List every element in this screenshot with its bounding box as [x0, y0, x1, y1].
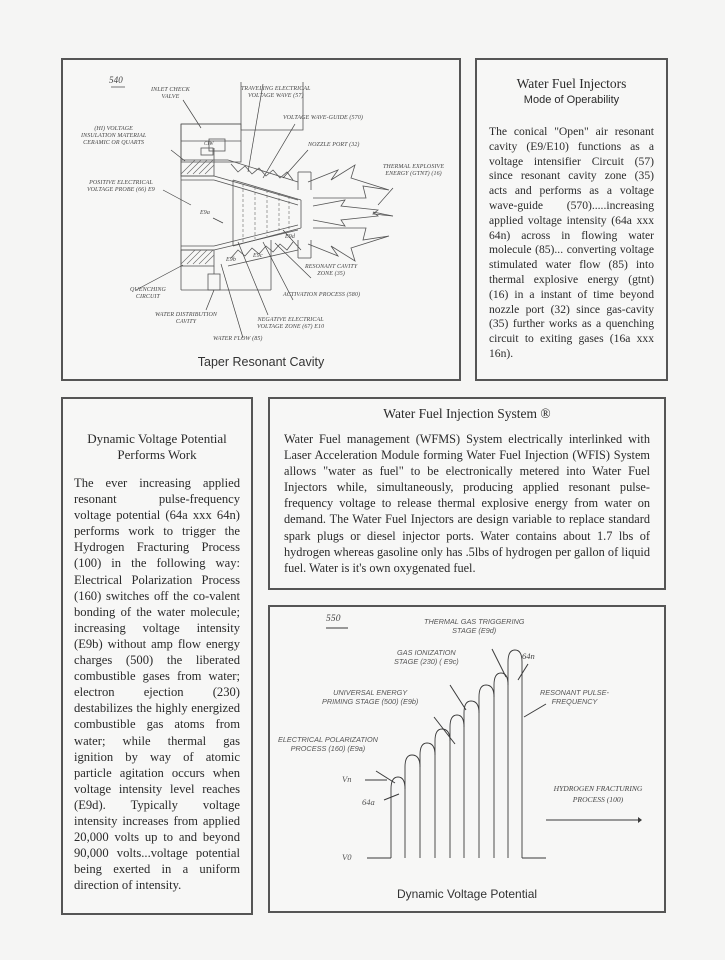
label-line: VOLTAGE PROBE (66) E9 [87, 187, 155, 193]
label-e9b: E9b [226, 257, 236, 263]
injectors-subtitle: Mode of Operability [523, 94, 620, 106]
injectors-title: Water Fuel Injectors [516, 76, 627, 91]
label-line: NEGATIVE ELECTRICAL [257, 317, 324, 323]
label-universal-energy [322, 688, 418, 706]
chart-caption: Dynamic Voltage Potential [396, 887, 538, 901]
label-line: THERMAL EXPLOSIVE [383, 164, 445, 170]
label-line: THERMAL GAS TRIGGERING [424, 617, 525, 626]
label-line: (HI) VOLTAGE [94, 126, 133, 132]
label-line: ELECTRICAL POLARIZATION [278, 735, 378, 744]
label-line: UNIVERSAL ENERGY [333, 688, 408, 697]
label-line: HYDROGEN FRACTURING [553, 784, 643, 793]
label-water-flow: WATER FLOW (85) [213, 336, 263, 342]
label-64n: 64n [522, 651, 535, 661]
cavity-diagram-drawing [63, 60, 459, 379]
label-vn: Vn [342, 774, 352, 784]
wfis-body: Water Fuel management (WFMS) System electrically interlinked with Laser Acceleration Module forming Water Fuel Injection (WFIS) System allows "water as fuel" to be electronically metered into Water Fuel Injectors while, simultaneously, producing applied resonant pulse-frequency voltage to release thermal explosive energy from water on demand. The Water Fuel Injectors are design variable to replace standard spark plugs or diesel injector ports. Water contains about 1.7 lbs of hydrogen whereas gasoline only has .5lbs of hydrogen per gallon of liquid fuel. Water is it's own oxygenated fuel. [284, 432, 650, 575]
dynamic-body: The ever increasing applied resonant pulse-frequency voltage potential (64a xxx 64n) performs work to trigger the Hydrogen Fracturing Process (100) in the following way: Electrical Polarization Process (160) switches off the co-valent bonding of the water molecule; increasing voltage intensity (E9b) without amp flow energy charges (500) the liberated combustible gases from water; electron ejection (230) destabilizes the highly energized combustible gas atoms from water; while thermal gas ignition by way of atomic particle agitation occurs when voltage intensity level reaches (E9d). Typically voltage intensity increases from applied 20,000 volts up to and beyond 90,000 volts...voltage potential being exerted in a uniform direction of intensity. [74, 476, 240, 893]
label-activation-process: ACTIVATION PROCESS (580) [283, 292, 361, 298]
label-line: GAS IONIZATION [397, 648, 456, 657]
label-line: QUENCHING [130, 287, 166, 293]
dynamic-voltage-chart [268, 605, 666, 913]
label-line: ZONE (35) [317, 271, 345, 277]
label-positive-probe [87, 180, 155, 194]
label-quenching-circuit [130, 287, 166, 301]
label-line: TRAVELING ELECTRICAL [241, 86, 311, 92]
label-line: ENERGY (GTNT) (16) [385, 171, 442, 177]
label-line: CIRCUIT [135, 294, 160, 300]
label-line: INLET CHECK [151, 87, 190, 93]
wfis-title: Water Fuel Injection System ® [383, 406, 551, 421]
label-line: PROCESS (100) [572, 795, 624, 804]
dynamic-title-line1: Dynamic Voltage Potential [87, 431, 227, 446]
label-thermal-gas-triggering [424, 617, 524, 635]
label-inlet-check-valve [151, 87, 190, 101]
label-negative-zone [257, 317, 324, 331]
label-line: STAGE (230) ( E9c) [394, 657, 459, 666]
label-line: STAGE (E9d) [452, 626, 497, 635]
label-line: WATER DISTRIBUTION [155, 312, 217, 318]
label-line: RESONANT PULSE- [540, 688, 609, 697]
label-nozzle-port: NOZZLE PORT (32) [308, 142, 360, 148]
label-wave-guide: VOLTAGE WAVE-GUIDE (570) [283, 115, 363, 121]
figure-number-540: 540 [109, 75, 123, 85]
label-line: PRIMING STAGE (500) (E9b) [322, 697, 419, 706]
water-fuel-injectors-box [475, 58, 668, 381]
label-line: CAVITY [175, 319, 197, 325]
figure-caption: Taper Resonant Cavity [197, 355, 325, 369]
label-line: FREQUENCY [551, 697, 598, 706]
label-line: VOLTAGE ZONE (67) E10 [257, 324, 325, 330]
label-resonant-pulse-frequency [540, 688, 609, 706]
label-hydrogen-fracturing [534, 783, 662, 805]
label-line: RESONANT CAVITY [305, 264, 358, 270]
label-resonant-cavity-zone [305, 264, 357, 278]
label-line: INSULATION MATERIAL [81, 133, 147, 139]
injectors-body: The conical "Open" air resonant cavity (E9/E10) functions as a voltage intensifier Circuit (57) since resonant cavity zone (35) acts and performs as a voltage wave-guide (570).....increasing applied voltage intensity (64a xxx 64n) across in flowing water molecule (85)... converting voltage stimulated water flow (85) into thermal explosive energy (gtnt) (16) in a instant of time beyond nozzle port (32) since gas-cavity (35) further works as a quenching circuit to exiting gases (16a xxx 16n). [489, 125, 654, 360]
label-hi-voltage-insulation [81, 126, 146, 147]
label-line: VALVE [161, 94, 180, 100]
label-v0: V0 [342, 852, 352, 862]
label-e9a: E9a [200, 210, 210, 216]
label-line: VOLTAGE WAVE (57) [247, 93, 304, 99]
label-e9d: E9d [285, 234, 295, 240]
water-fuel-injection-system-box [268, 397, 666, 590]
taper-resonant-cavity-figure [61, 58, 461, 381]
label-line: POSITIVE ELECTRICAL [89, 180, 153, 186]
label-water-distribution [155, 312, 217, 326]
label-e9c: E9c [253, 253, 263, 259]
dynamic-title-line2: Performs Work [117, 447, 197, 462]
label-electrical-polarization [278, 735, 378, 753]
dynamic-voltage-text-box [61, 397, 253, 915]
label-civ: CIW [204, 142, 214, 147]
label-traveling-wave [241, 86, 311, 100]
figure-number-550: 550 [326, 614, 341, 624]
label-64a: 64a [362, 797, 375, 807]
pulse-waveform [270, 607, 664, 911]
label-thermal-explosive [383, 164, 444, 178]
label-line: CERAMIC OR QUARTS [83, 140, 145, 146]
label-line: PROCESS (160) (E9a) [290, 744, 366, 753]
label-gas-ionization [394, 648, 459, 666]
